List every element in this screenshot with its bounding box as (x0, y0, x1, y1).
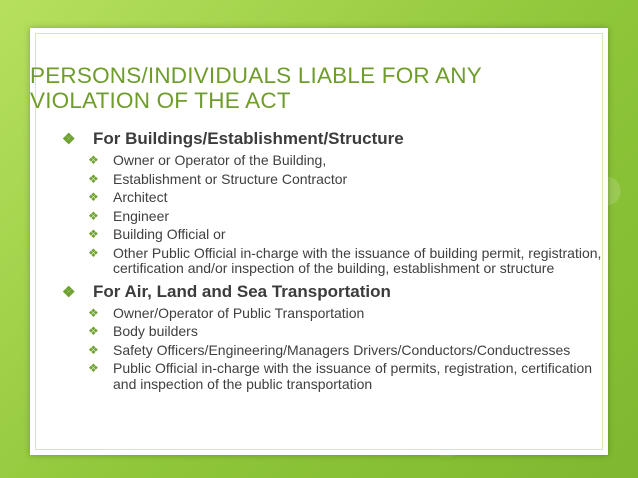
list-item-label: Establishment or Structure Contractor (113, 170, 348, 187)
list-item-label: Owner or Operator of the Building, (113, 152, 327, 168)
list-item (62, 361, 602, 392)
list-item-label: Other Public Official in-charge with the issuance of building permit, registration, certification and/or inspection of the building, establishment or structure (113, 244, 602, 276)
list-item (62, 190, 602, 206)
list-item (62, 172, 602, 188)
list-item (62, 343, 602, 359)
list-item (62, 246, 602, 277)
bullet-icon: ❖ (88, 305, 99, 320)
bullet-icon: ❖ (88, 171, 99, 186)
list-item-label: Building Official or (113, 226, 226, 242)
section-heading-label: For Air, Land and Sea Transportation (93, 281, 391, 301)
section-heading-transportation (62, 282, 602, 302)
list-item-label: Architect (113, 189, 168, 205)
bullet-list (62, 129, 602, 395)
list-item (62, 306, 602, 322)
bullet-icon: ❖ (88, 190, 99, 204)
bullet-icon: ❖ (88, 208, 99, 223)
list-item (62, 324, 602, 340)
list-item (62, 227, 602, 243)
bullet-icon: ❖ (62, 131, 76, 148)
list-item (62, 209, 602, 225)
bullet-icon: ❖ (88, 342, 99, 357)
list-item-label: Public Official in-charge with the issuance of permits, registration, certification and inspection of the public transportation (113, 360, 593, 392)
list-item-label: Safety Officers/Engineering/Managers Drivers/Conductors/Conductresses (113, 341, 571, 358)
bullet-icon: ❖ (88, 324, 99, 338)
list-item-label: Engineer (113, 207, 170, 224)
title-line-2: VIOLATION OF THE ACT (30, 88, 291, 113)
title-line-1: PERSONS/INDIVIDUALS LIABLE FOR ANY (30, 63, 482, 88)
bullet-icon: ❖ (88, 361, 99, 375)
list-item-label: Owner/Operator of Public Transportation (113, 304, 365, 321)
section-heading-label: For Buildings/Establishment/Structure (93, 129, 404, 148)
section-heading-buildings (62, 129, 602, 149)
list-item-label: Body builders (113, 323, 198, 339)
bullet-icon: ❖ (88, 227, 99, 241)
bullet-icon: ❖ (88, 245, 99, 260)
bullet-icon: ❖ (62, 283, 76, 301)
bullet-icon: ❖ (88, 153, 99, 167)
slide-title (30, 63, 550, 113)
list-item (62, 153, 602, 169)
